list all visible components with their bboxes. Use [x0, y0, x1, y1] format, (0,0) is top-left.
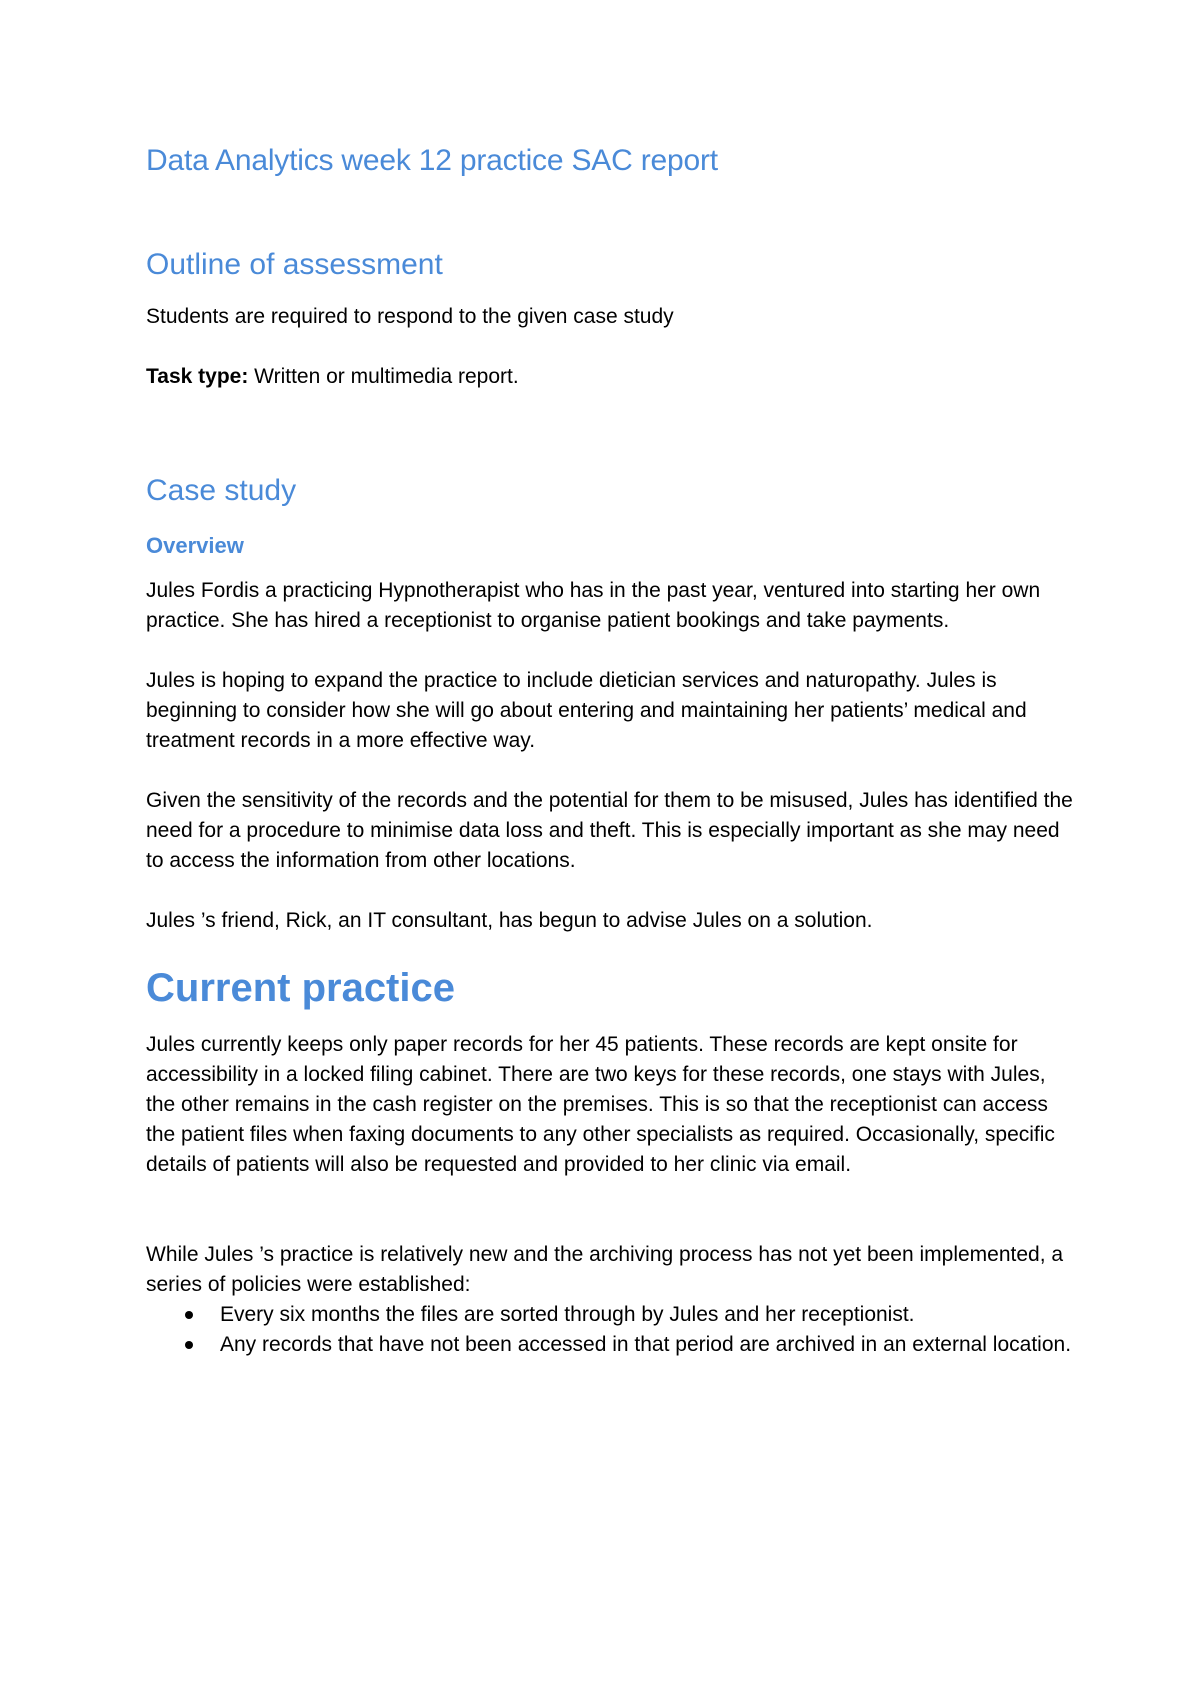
bullet-icon — [185, 1341, 193, 1349]
case-study-heading: Case study — [146, 474, 297, 507]
bullet-text: Any records that have not been accessed in that period are archived in an external location. — [220, 1333, 1072, 1356]
overview-paragraph-3: Given the sensitivity of the records and the potential for them to be misused, Jules has identified the need for a procedure to minimise data loss and theft. This is especially important as she may need to access the information from other locations. — [146, 789, 1073, 872]
overview-paragraph-4: Jules ’s friend, Rick, an IT consultant, has begun to advise Jules on a solution. — [146, 909, 873, 932]
list-item — [146, 1300, 1076, 1330]
task-type-paragraph — [146, 362, 1076, 392]
document-title: Data Analytics week 12 practice SAC report — [146, 144, 718, 177]
overview-paragraph-1: Jules Fordis a practicing Hypnotherapist who has in the past year, ventured into starting her own practice. She has hired a receptionist to organise patient bookings and take payments. — [146, 579, 1041, 632]
current-practice-paragraph-1: Jules currently keeps only paper records for her 45 patients. These records are kept onsite for accessibility in a locked filing cabinet. There are two keys for these records, one stays with Jules, the other remains in the cash register on the premises. This is so that the receptionist can access the patient files when faxing documents to any other specialists as required. Occasionally, specific details of patients will also be requested and provided to her clinic via email. — [146, 1033, 1055, 1176]
task-type-label: Task type: — [146, 365, 249, 388]
policy-bullet-list — [146, 1300, 1076, 1360]
task-type-value: Written or multimedia report. — [248, 365, 519, 388]
list-item — [146, 1330, 1076, 1360]
students-paragraph: Students are required to respond to the given case study — [146, 305, 674, 328]
bullet-text: Every six months the files are sorted through by Jules and her receptionist. — [220, 1303, 915, 1326]
current-practice-paragraph-2: While Jules ’s practice is relatively new and the archiving process has not yet been implemented, a series of policies were established: — [146, 1243, 1064, 1296]
bullet-icon — [185, 1311, 193, 1319]
current-practice-heading: Current practice — [146, 966, 455, 1010]
overview-heading: Overview — [146, 533, 244, 558]
outline-heading: Outline of assessment — [146, 248, 443, 281]
overview-paragraph-2: Jules is hoping to expand the practice to include dietician services and naturopathy. Jules is beginning to consider how she will go about entering and maintaining her patients’ medical and treatment records in a more effective way. — [146, 669, 1027, 752]
